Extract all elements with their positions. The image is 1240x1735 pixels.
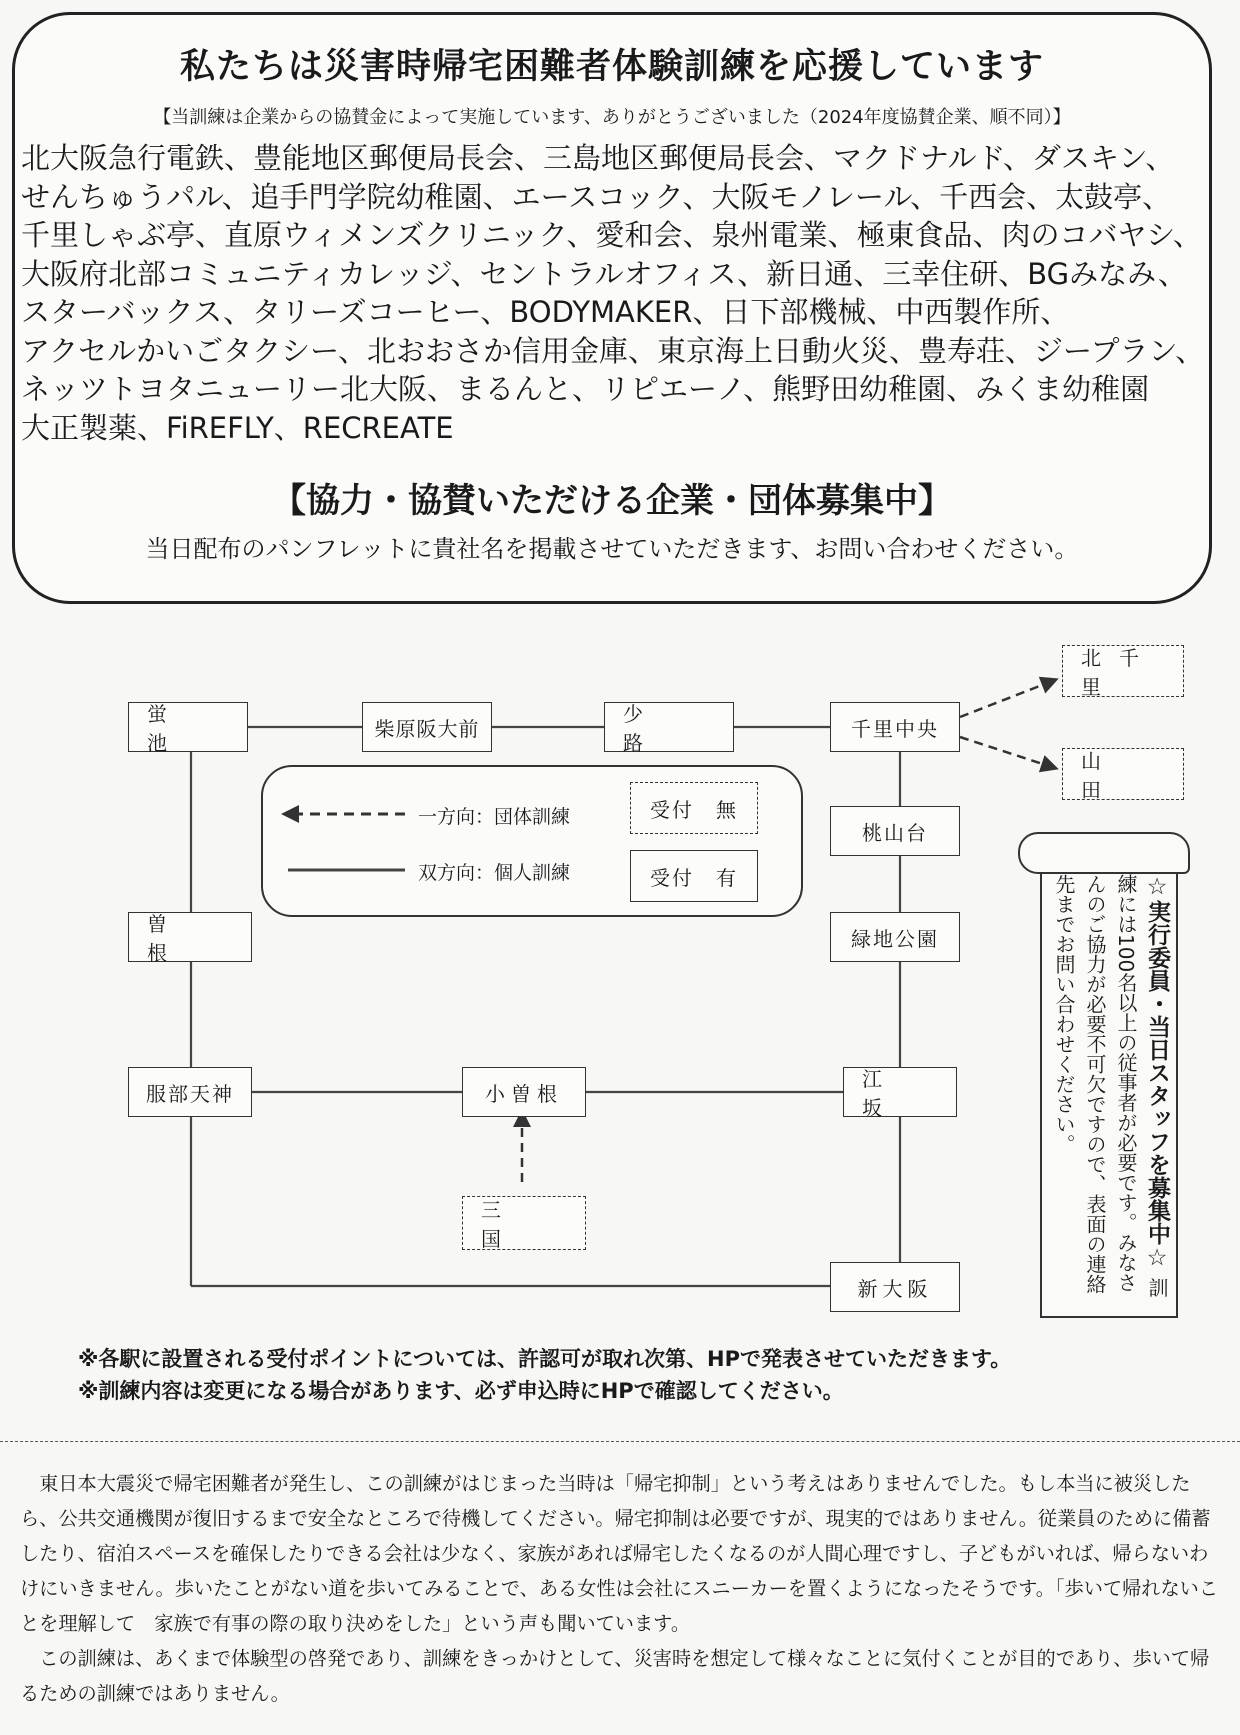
essay [20,1466,1220,1711]
sponsor-line: 北大阪急行電鉄、豊能地区郵便局長会、三島地区郵便局長会、マクドナルド、ダスキン、 [21,141,1175,175]
sponsor-line: ネッツトヨタニューリー北大阪、まるんと、リピエーノ、熊野田幼稚園、みくま幼稚園 [21,372,1150,406]
station-kosone: 小曽根 [462,1067,586,1117]
sponsor-line: スターバックス、タリーズコーヒー、BODYMAKER、日下部機械、中西製作所、 [21,295,1070,329]
station-hattori: 服部天神 [128,1067,252,1117]
essay-paragraph: この訓練は、あくまで体験型の啓発であり、訓練をきっかけとして、災害時を想定して様々なことに気付くことが目的であり、歩いて帰るための訓練ではありません。 [20,1647,1210,1705]
station-shibahara: 柴原阪大前 [362,702,492,752]
scroll-roll [1018,832,1190,874]
sponsor-line: 大正製薬、FiREFLY、RECREATE [21,410,454,445]
recruit-text: 当日配布のパンフレットに貴社名を掲載させていただきます、お問い合わせください。 [145,535,1079,563]
station-hotarugaike: 蛍 池 [128,702,248,752]
sponsor-line: 千里しゃぶ亭、直原ウィメンズクリニック、愛和会、泉州電業、極東食品、肉のコバヤシ、 [21,218,1202,252]
sponsor-line: 大阪府北部コミュニティカレッジ、セントラルオフィス、新日通、三幸住研、BGみなみ、 [21,256,1187,291]
station-ryokuchi: 緑地公園 [830,912,960,962]
essay-paragraph: 東日本大震災で帰宅困難者が発生し、この訓練がはじまった当時は「帰宅抑制」という考えはありませんでした。もし本当に被災したら、公共交通機関が復旧するまで安全なところで待機してください。帰宅抑制は必要ですが、現実的ではありません。従業員のために備蓄したり、宿泊スペースを確保したりできる会社は少なく、家族があれば帰宅したくなるのが人間心理ですし、子どもがいれば、帰らないわけにいきません。歩いたことがない道を歩いてみることで、ある女性は会社にスニーカーを置くようになったそうです。「歩いて帰れないことを理解して 家族で有事の際の取り決めをした」という声も聞いています。 [20,1472,1219,1635]
staff-recruit-heading: ☆実行委員・当日スタッフを募集中☆ [1144,874,1170,1271]
section-divider [0,1441,1240,1442]
note-reception-points: ※各駅に設置される受付ポイントについては、許認可が取れ次第、HPで発表させていただきます。 [78,1347,1012,1371]
legend-one-way: 一方向：団体訓練 [418,806,571,828]
note-content-change: ※訓練内容は変更になる場合があります、必ず申込時にHPで確認してください。 [78,1379,844,1403]
staff-recruit-body: 訓練には100名以上の従事者が必要です。みなさんのご協力が必要不可欠ですので、表面の連絡先までお問い合わせください。 [1052,874,1169,1298]
station-kita-senri: 北千里 [1062,645,1184,697]
station-shin-osaka: 新大阪 [830,1262,960,1312]
recruit-heading: 【協力・協賛いただける企業・団体募集中】 [272,481,952,521]
legend-reception-none: 受付 無 [630,782,758,834]
legend-two-way: 双方向：個人訓練 [418,862,571,884]
station-momoyamadai: 桃山台 [830,806,960,856]
sponsor-line: アクセルかいごタクシー、北おおさか信用金庫、東京海上日動火災、豊寿荘、ジープラン、 [21,333,1205,368]
sponsor-title: 私たちは災害時帰宅困難者体験訓練を応援しています [179,47,1044,87]
sponsor-line: せんちゅうパル、追手門学院幼稚園、エースコック、大阪モノレール、千西会、太鼓亭、 [21,179,1172,214]
station-sone: 曽 根 [128,912,252,962]
station-senri-chuo: 千里中央 [830,702,960,752]
station-esaka: 江 坂 [843,1067,957,1117]
legend-reception-yes: 受付 有 [630,850,758,902]
station-yamada: 山 田 [1062,748,1184,800]
station-shoji: 少 路 [604,702,734,752]
sponsor-note: 【当訓練は企業からの協賛金によって実施しています、ありがとうございました（2024年度協賛企業、順不同）】 [153,107,1071,128]
staff-recruit-text [1046,874,1172,1304]
station-mikuni: 三 国 [462,1196,586,1250]
